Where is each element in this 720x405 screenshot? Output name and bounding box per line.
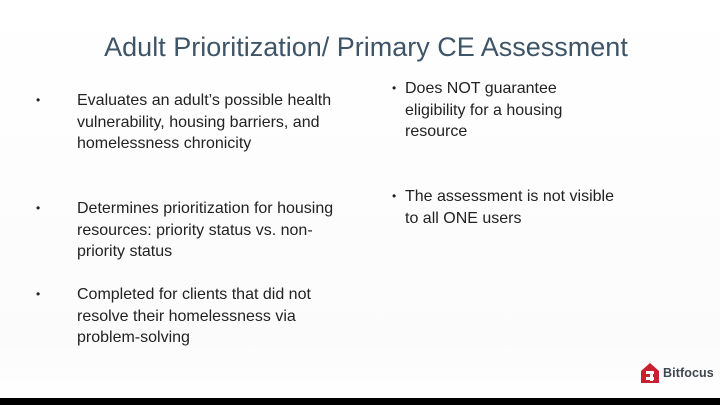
right-bullet-list bbox=[390, 78, 620, 229]
bullet-text: Determines prioritization for housing resources: priority status vs. non-priority status bbox=[77, 200, 334, 260]
bullet-marker: • bbox=[36, 287, 41, 301]
right-bullet-item bbox=[390, 78, 620, 186]
left-bullet-list bbox=[36, 90, 356, 354]
bullet-text: Completed for clients that did not resolve their homelessness via problem-solving bbox=[77, 286, 311, 346]
bullet-marker: • bbox=[36, 201, 41, 215]
bullet-text: Evaluates an adult’s possible health vulnerability, housing barriers, and homelessness chronicity bbox=[77, 92, 332, 152]
bitfocus-house-icon bbox=[640, 362, 660, 384]
bitfocus-logo bbox=[640, 362, 714, 384]
bullet-marker: • bbox=[36, 93, 41, 107]
bullet-marker: • bbox=[392, 81, 397, 95]
logo-text: Bitfocus bbox=[663, 366, 714, 380]
bottom-bar bbox=[0, 398, 720, 405]
slide-title: Adult Prioritization/ Primary CE Assessment bbox=[104, 32, 628, 62]
left-bullet-item bbox=[36, 198, 356, 284]
right-bullet-item bbox=[390, 186, 620, 229]
bullet-text: The assessment is not visible to all ONE users bbox=[405, 188, 614, 227]
left-bullet-item bbox=[36, 90, 356, 198]
left-bullet-item bbox=[36, 284, 356, 354]
bullet-text: Does NOT guarantee eligibility for a housing resource bbox=[405, 80, 563, 140]
bullet-marker: • bbox=[392, 189, 397, 203]
